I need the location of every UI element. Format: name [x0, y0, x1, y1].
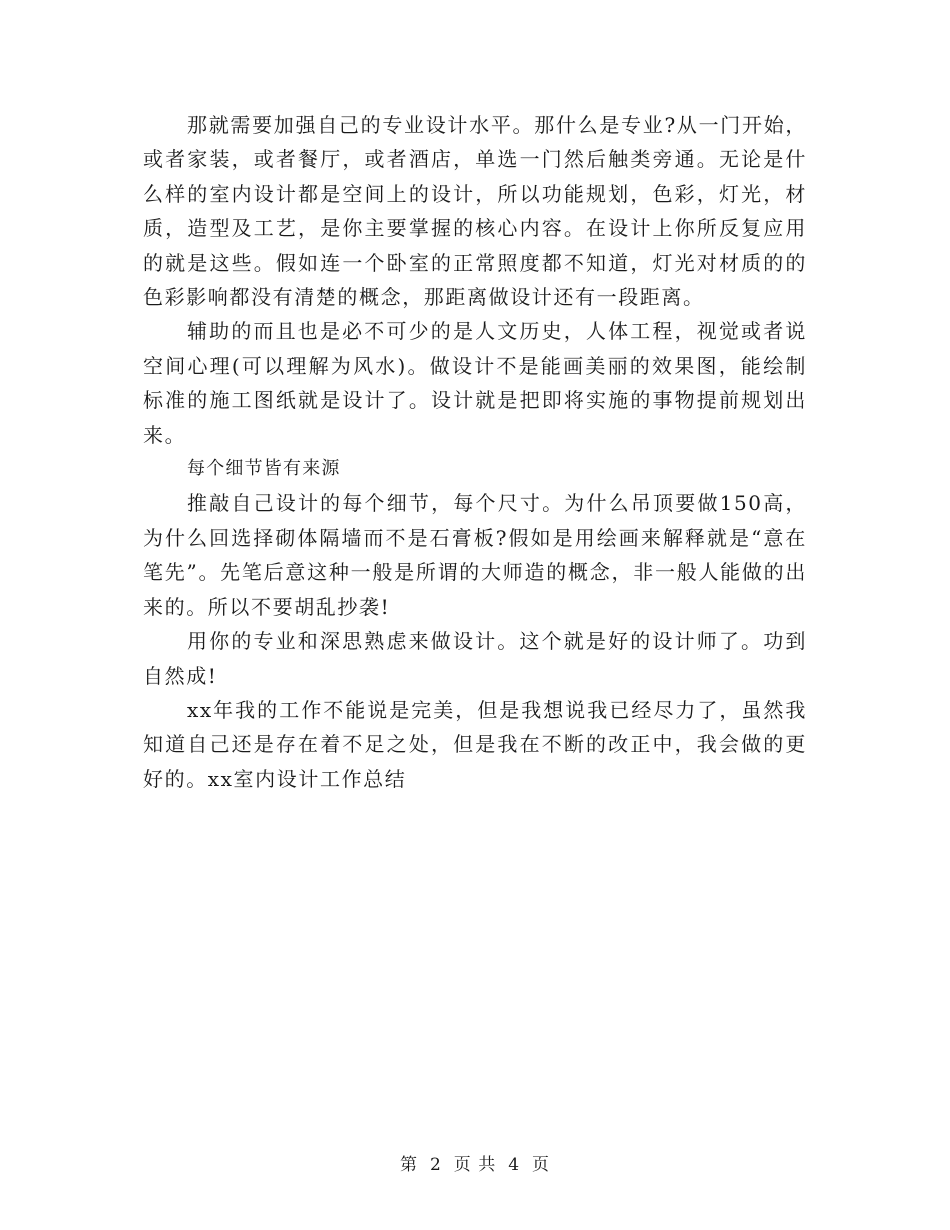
- footer-middle: 页 共: [453, 1155, 497, 1175]
- footer-prefix: 第: [399, 1155, 418, 1175]
- paragraph-auxiliary-knowledge: 辅助的而且也是必不可少的是人文历史，人体工程，视觉或者说空间心理(可以理解为风水)。做设计不是能画美丽的效果图，能绘制标准的施工图纸就是设计了。设计就是把即将实施的事物提前规划出来。: [143, 319, 807, 447]
- footer-total-pages: 4: [508, 1155, 521, 1175]
- footer-current-page: 2: [429, 1155, 442, 1175]
- paragraph-detail-reasoning: 推敲自己设计的每个细节，每个尺寸。为什么吊顶要做150高，为什么回选择砌体隔墙而不是石膏板?假如是用绘画来解释就是“意在笔先”。先笔后意这种一般是所谓的大师造的概念，非一般人能做的出来的。所以不要胡乱抄袭!: [143, 491, 807, 619]
- paragraph-professional-design: 用你的专业和深思熟虑来做设计。这个就是好的设计师了。功到自然成!: [143, 629, 807, 688]
- section-heading-details: 每个细节皆有来源: [187, 458, 341, 480]
- page-footer: [0, 1153, 950, 1177]
- document-body: [143, 108, 807, 796]
- paragraph-professional-skills: 那就需要加强自己的专业设计水平。那什么是专业?从一门开始，或者家装，或者餐厅，或者酒店，单选一门然后触类旁通。无论是什么样的室内设计都是空间上的设计，所以功能规划，色彩，灯光，材质，造型及工艺，是你主要掌握的核心内容。在设计上你所反复应用的就是这些。假如连一个卧室的正常照度都不知道，灯光对材质的的色彩影响都没有清楚的概念，那距离做设计还有一段距离。: [143, 113, 807, 310]
- paragraph-year-summary: xx年我的工作不能说是完美，但是我想说我已经尽力了，虽然我知道自己还是存在着不足之处，但是我在不断的改正中，我会做的更好的。xx室内设计工作总结: [143, 697, 807, 791]
- footer-suffix: 页: [532, 1155, 551, 1175]
